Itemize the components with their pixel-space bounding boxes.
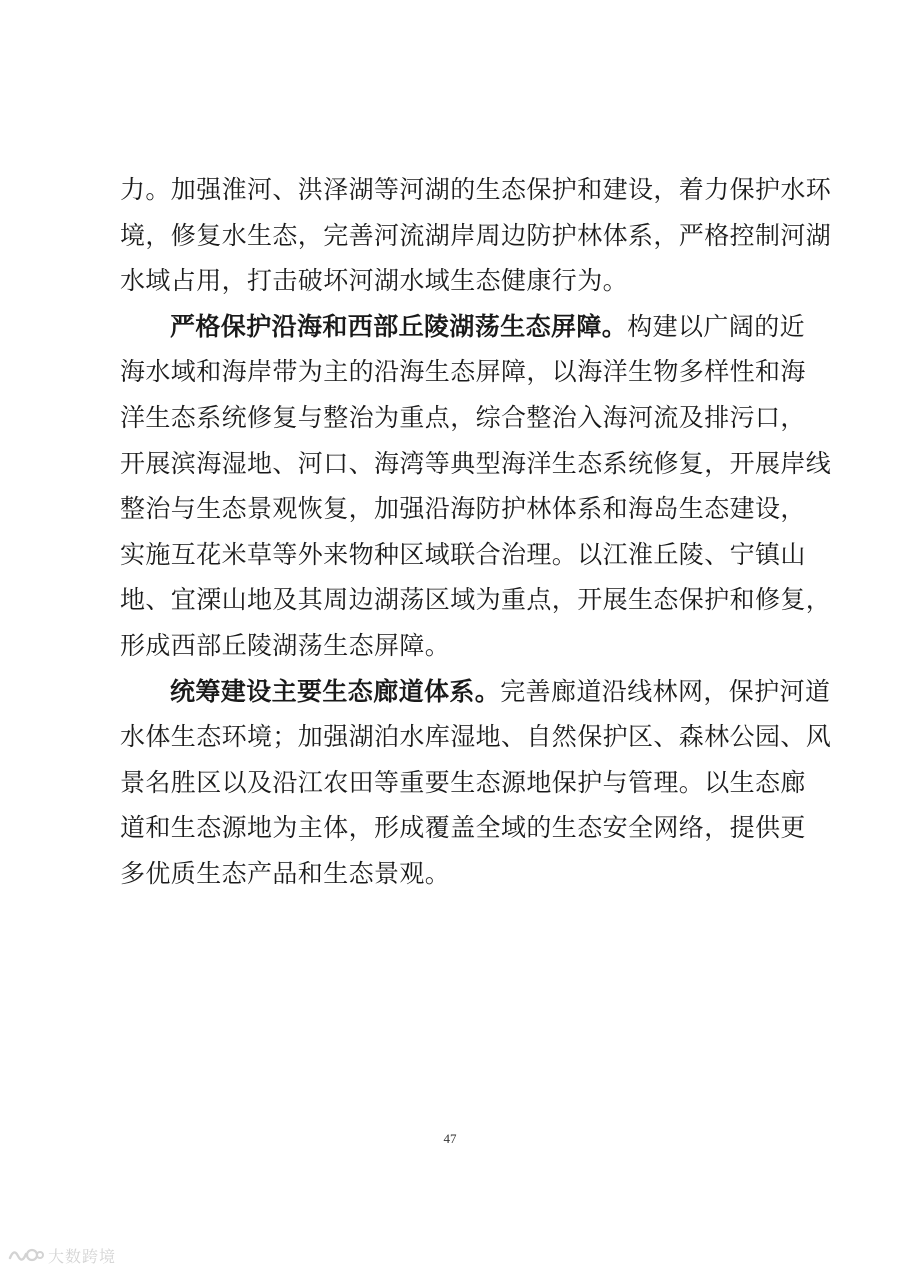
page-number: 47 (443, 1131, 457, 1146)
text-line: 道和生态源地为主体，形成覆盖全域的生态安全网络，提供更 (120, 813, 806, 843)
text-line: 境，修复水生态，完善河流湖岸周边防护林体系，严格控制河湖 (120, 220, 832, 250)
text-line: 实施互花米草等外来物种区域联合治理。以江淮丘陵、宁镇山 (120, 539, 806, 569)
text-line: 多优质生态产品和生态景观。 (120, 858, 451, 888)
paragraph-1 (120, 167, 832, 304)
text-fragment: 构建以广阔的近 (627, 311, 806, 341)
text-line: 力。加强淮河、洪泽湖等河湖的生态保护和建设，着力保护水环 (120, 175, 832, 204)
paragraph-3 (120, 669, 832, 897)
text-line: 水域占用，打击破坏河湖水域生态健康行为。 (120, 266, 629, 296)
text-fragment: 完善廊道沿线林网，保护河道 (500, 676, 831, 706)
wave-logo-icon (8, 1244, 44, 1266)
watermark-text: 大数跨境 (48, 1246, 117, 1266)
text-line (120, 669, 831, 715)
text-line: 水体生态环境；加强湖泊水库湿地、自然保护区、森林公园、风 (120, 722, 832, 752)
body-text (120, 167, 832, 897)
text-line: 洋生态系统修复与整治为重点，综合整治入海河流及排污口， (120, 402, 806, 432)
paragraph-heading: 严格保护沿海和西部丘陵湖荡生态屏障。 (170, 311, 628, 341)
paragraph-2 (120, 304, 832, 669)
text-line: 地、宜溧山地及其周边湖荡区域为重点，开展生态保护和修复， (120, 585, 832, 615)
text-line: 景名胜区以及沿江农田等重要生态源地保护与管理。以生态廊 (120, 767, 806, 797)
text-line (120, 304, 806, 350)
paragraph-heading: 统筹建设主要生态廊道体系。 (170, 676, 501, 706)
text-line: 整治与生态景观恢复，加强沿海防护林体系和海岛生态建设， (120, 494, 806, 524)
watermark (8, 1242, 116, 1268)
text-line: 海水域和海岸带为主的沿海生态屏障，以海洋生物多样性和海 (120, 357, 806, 387)
text-line: 形成西部丘陵湖荡生态屏障。 (120, 630, 451, 660)
text-line: 开展滨海湿地、河口、海湾等典型海洋生态系统修复，开展岸线 (120, 448, 832, 478)
